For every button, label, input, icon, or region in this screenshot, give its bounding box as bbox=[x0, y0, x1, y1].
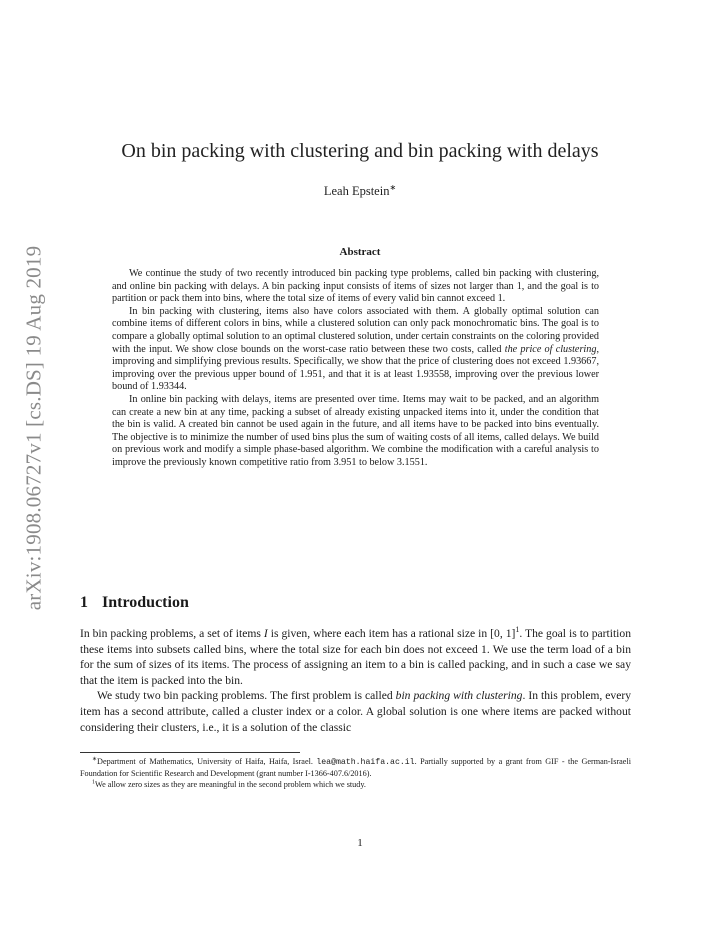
abstract-paragraph-2 bbox=[112, 306, 599, 394]
footnote-affiliation bbox=[80, 756, 631, 779]
section-number: 1 bbox=[80, 594, 88, 611]
intro-p1-text-c: . The goal is to partition these items into subsets called bins, where the total size for each bin does not exceed 1. We use the term load of a bin for the sum of sizes of its items. The process of assigning an item to a bin is called packing, and in such a case we say that the item is packed into the bin. bbox=[80, 627, 631, 687]
footnote-1-mark: 1 bbox=[92, 779, 95, 786]
abstract-heading: Abstract bbox=[339, 246, 381, 258]
intro-p2-emphasis: bin packing with clustering bbox=[395, 689, 523, 703]
footnote-affiliation-text-a: Department of Mathematics, University of Haifa, Haifa, Israel. bbox=[97, 757, 317, 766]
abstract-paragraph-1: We continue the study of two recently introduced bin packing type problems, called bin packing with clustering, and online bin packing with delays. A bin packing input consists of items of sizes not larger than 1, and the goal is to partition or pack them into bins, where the total size of items of every valid bin cannot exceed 1. bbox=[112, 268, 599, 305]
paper-title: On bin packing with clustering and bin packing with delays bbox=[121, 140, 599, 162]
author-name: Leah Epstein bbox=[323, 184, 390, 199]
footnote-affiliation-mark: ∗ bbox=[92, 756, 98, 763]
author-footnote-mark: ∗ bbox=[389, 183, 397, 192]
abstract-paragraph-3: In online bin packing with delays, items are presented over time. Items may wait to be packed, and an algorithm can create a new bin at any time, packing a subset of already existing unpacked items into it, under the condition that the bin is valid. A created bin cannot be used again in the future, and all items have to be packed into bins eventually. The objective is to minimize the number of used bins plus the sum of waiting costs of all items, called delays. We build on previous work and modify a simple phase-based algorithm. We combine the modification with a careful analysis to improve the previously known competitive ratio from 3.951 to below 3.1551. bbox=[112, 393, 599, 468]
intro-p2-text-a: We study two bin packing problems. The first problem is called bbox=[97, 689, 396, 703]
abstract-p2-text-a: In bin packing with clustering, items also have colors associated with them. A globally optimal solution can combine items of different colors in bins, while a clustered solution can only pack monochromatic bins. The goal is to compare a globally optimal solution to an optimal clustered solution, under certain constraints on the coloring provided with the input. We show close bounds on the worst-case ratio between these two costs, called bbox=[112, 305, 599, 355]
arxiv-identifier-stamp: arXiv:1908.06727v1 [cs.DS] 19 Aug 2019 bbox=[21, 245, 46, 611]
page-number: 1 bbox=[357, 837, 363, 849]
intro-p1-text-b: is given, where each item has a rational size in [0, 1] bbox=[267, 627, 516, 640]
author-email: lea@math.haifa.ac.il bbox=[316, 758, 415, 767]
footnote-1-text: We allow zero sizes as they are meaningful in the second problem which we study. bbox=[95, 780, 366, 790]
footnote-affiliation-text-b: . Partially supported by a grant from GIF - the German-Israeli Foundation for Scientific Research and Development (grant number I-1366-407.6/2016). bbox=[80, 757, 631, 779]
abstract-p2-emphasis: the price of clustering bbox=[504, 343, 597, 355]
intro-p1-variable: I bbox=[263, 627, 268, 640]
footnote-divider bbox=[80, 752, 300, 753]
intro-paragraph-2 bbox=[80, 688, 631, 735]
intro-paragraph-1 bbox=[80, 626, 631, 688]
footnotes bbox=[80, 756, 631, 791]
intro-p2-text-b: . In this problem, every item has a second attribute, called a cluster index or a color. A global solution is one where items are packed without considering their clusters, i.e., it is a solution of the classic bbox=[80, 689, 632, 734]
abstract-body bbox=[112, 268, 599, 470]
footnote-ref-1: 1 bbox=[515, 625, 520, 635]
intro-p1-text-a: In bin packing problems, a set of items bbox=[80, 627, 264, 640]
intro-body bbox=[80, 626, 631, 735]
abstract-p2-text-b: , improving and simplifying previous results. Specifically, we show that the price of clustering does not exceed 1.93667, improving over the previous upper bound of 1.951, and that it is at least 1.93558, improving over the previous lower bound of 1.93344. bbox=[112, 343, 599, 393]
section-title: Introduction bbox=[102, 594, 189, 611]
footnote-1 bbox=[80, 779, 631, 790]
section-heading bbox=[80, 594, 189, 612]
author-line bbox=[0, 183, 720, 199]
